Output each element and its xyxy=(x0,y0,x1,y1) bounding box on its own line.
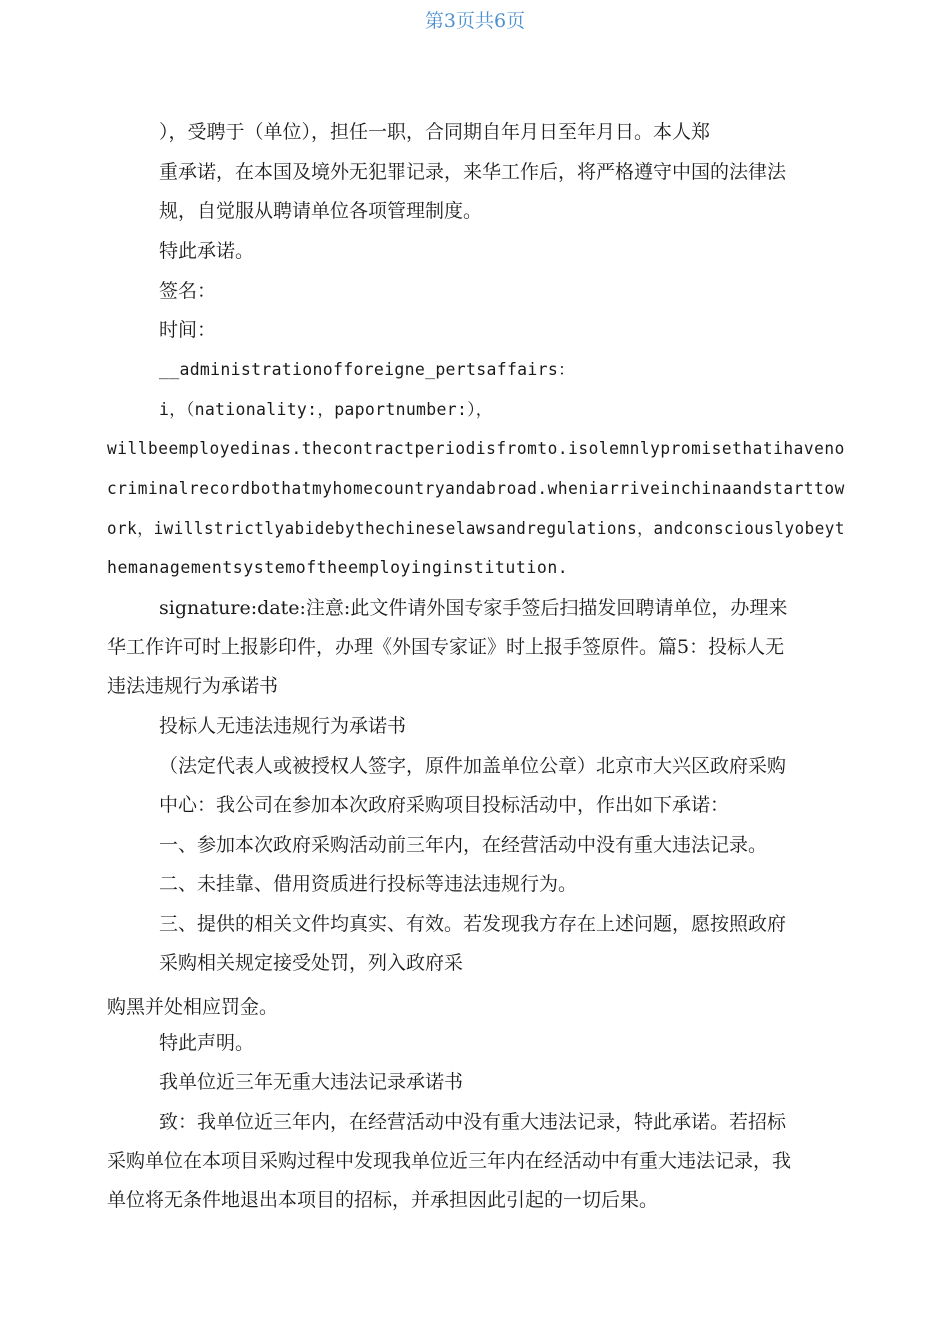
text-line: ork，iwillstrictlyabidebythechineselawsandregulations，andconsciouslyobeyt xyxy=(107,519,845,538)
text-line: 华工作许可时上报影印件，办理《外国专家证》时上报手签原件。篇5：投标人无 xyxy=(107,636,785,658)
text-line: 采购单位在本项目采购过程中发现我单位近三年内在经活动中有重大违法记录，我 xyxy=(107,1150,792,1172)
text-line: 单位将无条件地退出本项目的招标，并承担因此引起的一切后果。 xyxy=(107,1189,659,1211)
text-line: willbeemployedinas.thecontractperiodisfromto.isolemnlypromisethatihaveno xyxy=(107,439,845,458)
text-line: 致：我单位近三年内，在经营活动中没有重大违法记录，特此承诺。若招标 xyxy=(159,1111,787,1133)
text-line: 特此承诺。 xyxy=(159,240,255,262)
text-line: 购黑并处相应罚金。 xyxy=(107,996,279,1018)
text-line: 三、提供的相关文件均真实、有效。若发现我方存在上述问题，愿按照政府 xyxy=(159,913,787,935)
text-line: 时间： xyxy=(159,319,217,341)
text-line: 签名： xyxy=(159,280,217,302)
text-line: __administrationofforeigne_pertsaffairs： xyxy=(159,360,575,379)
text-line: 重承诺，在本国及境外无犯罪记录，来华工作后，将严格遵守中国的法律法 xyxy=(159,161,787,183)
text-line: criminalrecordbothatmyhomecountryandabroad.wheniarriveinchinaandstarttow xyxy=(107,479,845,498)
text-line: （法定代表人或被授权人签字，原件加盖单位公章）北京市大兴区政府采购 xyxy=(159,755,787,777)
text-line: 违法违规行为承诺书 xyxy=(107,675,279,697)
text-line: 规，自觉服从聘请单位各项管理制度。 xyxy=(159,200,483,222)
page-indicator: 第3页共6页 xyxy=(424,10,526,32)
text-line: 我单位近三年无重大违法记录承诺书 xyxy=(159,1071,464,1093)
text-line: ），受聘于（单位），担任一职，合同期自年月日至年月日。本人郑 xyxy=(159,121,711,143)
text-line: hemanagementsystemoftheemployinginstitution. xyxy=(107,558,569,577)
text-line: i，（nationality:，paportnumber:）， xyxy=(159,400,493,419)
text-line: 二、未挂靠、借用资质进行投标等违法违规行为。 xyxy=(159,873,578,895)
text-line: signature:date:注意:此文件请外国专家手签后扫描发回聘请单位，办理来 xyxy=(159,597,788,619)
text-line: 中心：我公司在参加本次政府采购项目投标活动中，作出如下承诺： xyxy=(159,794,730,816)
text-line: 投标人无违法违规行为承诺书 xyxy=(159,715,407,737)
text-line: 采购相关规定接受处罚，列入政府采 xyxy=(159,952,464,974)
text-line: 一、参加本次政府采购活动前三年内，在经营活动中没有重大违法记录。 xyxy=(159,834,768,856)
text-line: 特此声明。 xyxy=(159,1032,255,1054)
